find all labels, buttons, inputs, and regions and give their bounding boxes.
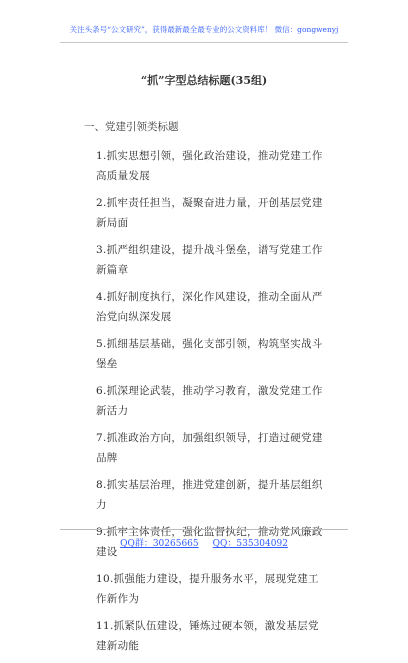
header-promo-note: 关注头条号“公文研究”，获得最新最全最专业的公文资料库！ 微信：gongwenyj [69, 25, 339, 34]
list-item: 9.抓牢主体责任，强化监督执纪，推动党风廉政建设 [96, 526, 323, 558]
footer-contact [0, 536, 408, 549]
list-item: 10.抓强能力建设，提升服务水平，展现党建工作新作为 [96, 573, 319, 605]
qq-link[interactable]: QQ：535304092 [212, 539, 288, 549]
list-item: 5.抓细基层基础，强化支部引领，构筑坚实战斗堡垒 [96, 338, 323, 370]
footer-divider [60, 529, 348, 530]
list-item: 3.抓严组织建设，提升战斗堡垒，谱写党建工作新篇章 [96, 244, 323, 276]
list-item: 6.抓深理论武装，推动学习教育，激发党建工作新活力 [96, 385, 323, 417]
document-body [84, 118, 324, 663]
document-title: “抓”字型总结标题(35组) [140, 74, 268, 87]
list-item: 11.抓紧队伍建设，锤炼过硬本领，激发基层党建新动能 [96, 620, 319, 652]
list-item: 8.抓实基层治理，推进党建创新，提升基层组织力 [96, 479, 323, 511]
section-heading: 一、党建引领类标题 [84, 121, 179, 133]
list-item: 4.抓好制度执行，深化作风建设，推动全面从严治党向纵深发展 [96, 291, 323, 323]
qq-group-link[interactable]: QQ群：30265665 [120, 539, 199, 549]
header-divider [60, 42, 348, 43]
list-item: 2.抓牢责任担当，凝聚奋进力量，开创基层党建新局面 [96, 197, 323, 229]
list-item: 7.抓准政治方向，加强组织领导，打造过硬党建品牌 [96, 432, 323, 464]
list-item: 1.抓实思想引领，强化政治建设，推动党建工作高质量发展 [96, 150, 323, 182]
